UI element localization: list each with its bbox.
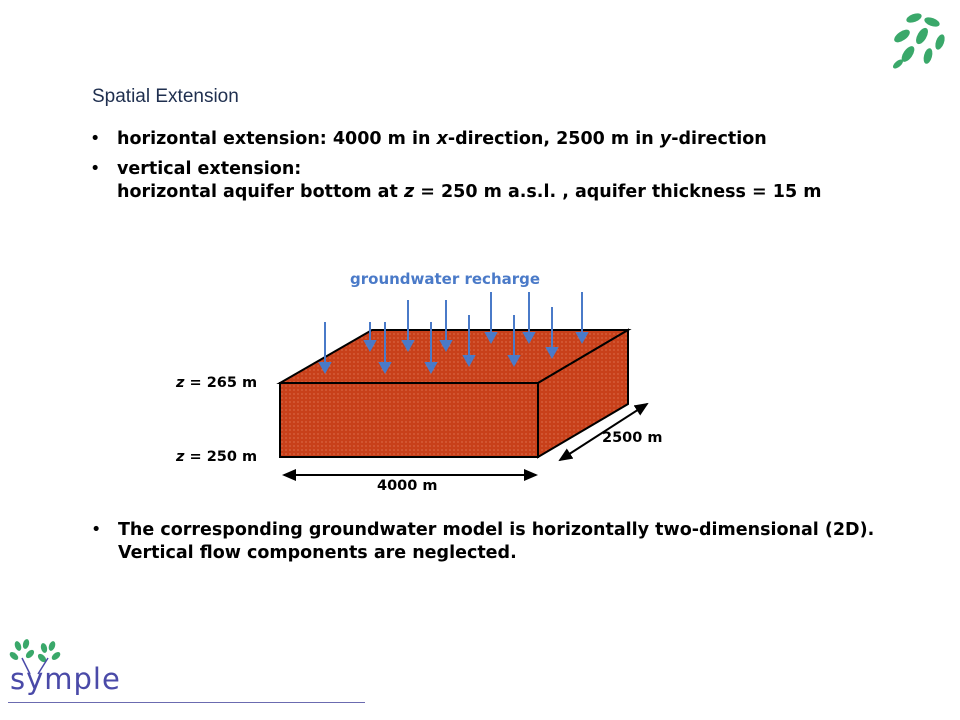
bullet-dot: • — [90, 129, 101, 149]
bullet-text-italic: y — [659, 129, 672, 149]
bullet-text-italic: z — [403, 182, 415, 202]
z-bottom-label — [176, 449, 257, 465]
bullet-line1: vertical extension: — [117, 159, 302, 179]
z-var: z — [176, 449, 185, 465]
footer-divider — [8, 702, 365, 703]
bullet-dot: • — [90, 159, 101, 179]
z-var: z — [176, 375, 185, 391]
recharge-label: groundwater recharge — [350, 270, 541, 288]
slide-title: Spatial Extension — [92, 86, 239, 107]
symple-brand-text: symple — [10, 662, 121, 696]
z-value: = 265 m — [184, 375, 258, 391]
bullet-model-dimension — [91, 519, 898, 565]
bullet-text: horizontal aquifer bottom at — [117, 182, 404, 202]
bullet-text: -direction, 2500 m in — [447, 129, 660, 149]
z-value: = 250 m — [184, 449, 258, 465]
x-length-label: 4000 m — [377, 478, 438, 494]
bullet-text: -direction — [671, 129, 767, 149]
bullet-text: horizontal extension: 4000 m in — [117, 129, 437, 149]
block-front-face — [280, 383, 538, 457]
bullet-text-italic: x — [436, 129, 448, 149]
bullet-text: = 250 m a.s.l. , aquifer thickness = 15 m — [414, 182, 822, 202]
y-length-label: 2500 m — [602, 430, 663, 446]
bullet-dot: • — [91, 520, 102, 540]
z-top-label — [176, 375, 257, 391]
bullet-text: The corresponding groundwater model is horizontally two-dimensional (2D). Vertical flow components are neglected. — [118, 520, 875, 563]
